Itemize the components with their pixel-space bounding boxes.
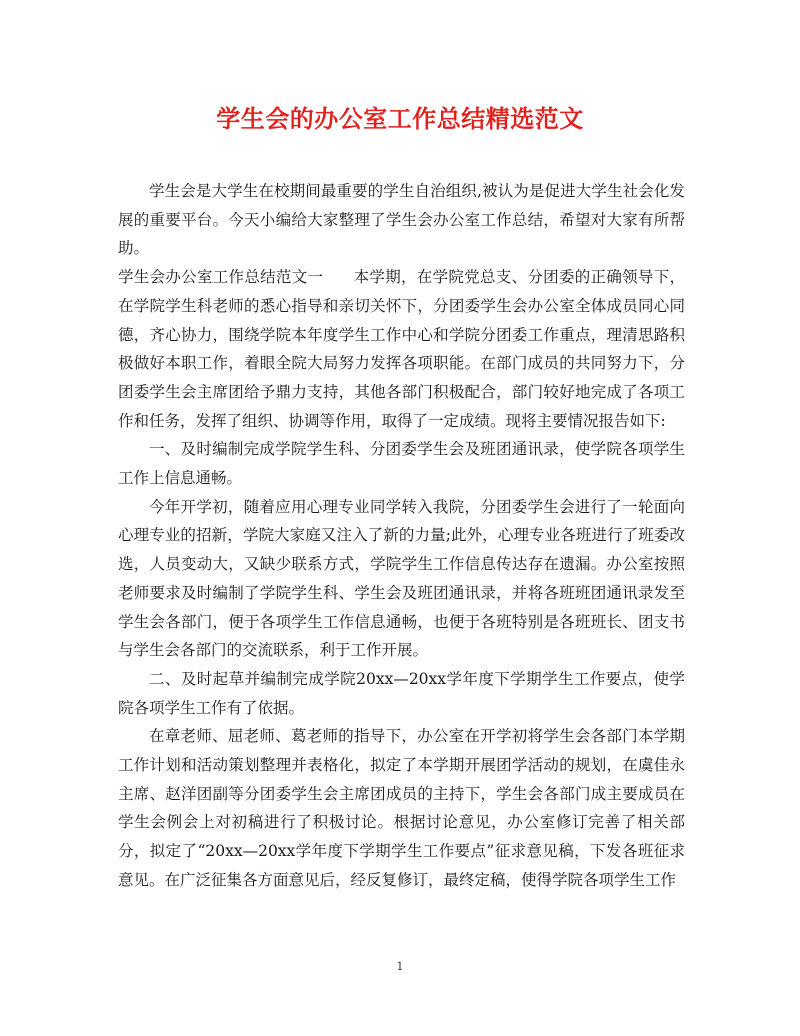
intro-paragraph: 学生会是大学生在校期间最重要的学生自治组织,被认为是促进大学生社会化发展的重要平台。今天小编给大家整理了学生会办公室工作总结，希望对大家有所帮助。 [118,182,685,258]
section-label: 学生会办公室工作总结范文一 [118,268,324,287]
item-one-paragraph: 今年开学初，随着应用心理专业同学转入我院，分团委学生会进行了一轮面向心理专业的招新，学院大家庭又注入了新的力量;此外，心理专业各班进行了班委改选，人员变动大，又缺少联系方式，学院学生工作信息传达存在遗漏。办公室按照老师要求及时编制了学院学生科、学生会及班团通讯录，并将各班班团通讯录发至学生会各部门，便于各项学生工作信息通畅，也便于各班特别是各班班长、团支书与学生会各部门的交流联系，利于工作开展。 [118,497,685,660]
section-first-text: 本学期，在学院党总支、分团委的正确领导下，在学院学生科老师的悉心指导和亲切关怀下，分团委学生会办公室全体成员同心同德，齐心协力，围绕学院本年度学生工作中心和学院分团委工作重点，理清思路积极做好本职工作，着眼全院大局努力发挥各项职能。在部门成员的共同努力下，分团委学生会主席团给予鼎力支持，其他各部门积极配合，部门较好地完成了各项工作和任务，发挥了组织、协调等作用，取得了一定成绩。现将主要情况报告如下: [118,268,685,430]
section-paragraph [118,263,685,435]
document-title: 学生会的办公室工作总结精选范文 [216,105,584,133]
document-body [118,177,685,895]
item-one-heading: 一、及时编制完成学院学生科、分团委学生会及班团通讯录，使学院各项学生工作上信息通畅。 [118,440,685,488]
page-number: 1 [396,960,404,973]
item-two-paragraph: 在章老师、屈老师、葛老师的指导下，办公室在开学初将学生会各部门本学期工作计划和活动策划整理并表格化，拟定了本学期开展团学活动的规划，在虞佳永主席、赵洋团副等分团委学生会主席团成员的主持下，学生会各部门成主要成员在学生会例会上对初稿进行了积极讨论。根据讨论意见，办公室修订完善了相关部分，拟定了“20xx—20xx学年度下学期学生工作要点”征求意见稿，下发各班征求意见。在广泛征集各方面意见后，经反复修订，最终定稿，使得学院各项学生工作 [118,727,685,889]
item-two-heading: 二、及时起草并编制完成学院20xx—20xx学年度下学期学生工作要点，使学院各项学生工作有了依据。 [118,669,685,717]
